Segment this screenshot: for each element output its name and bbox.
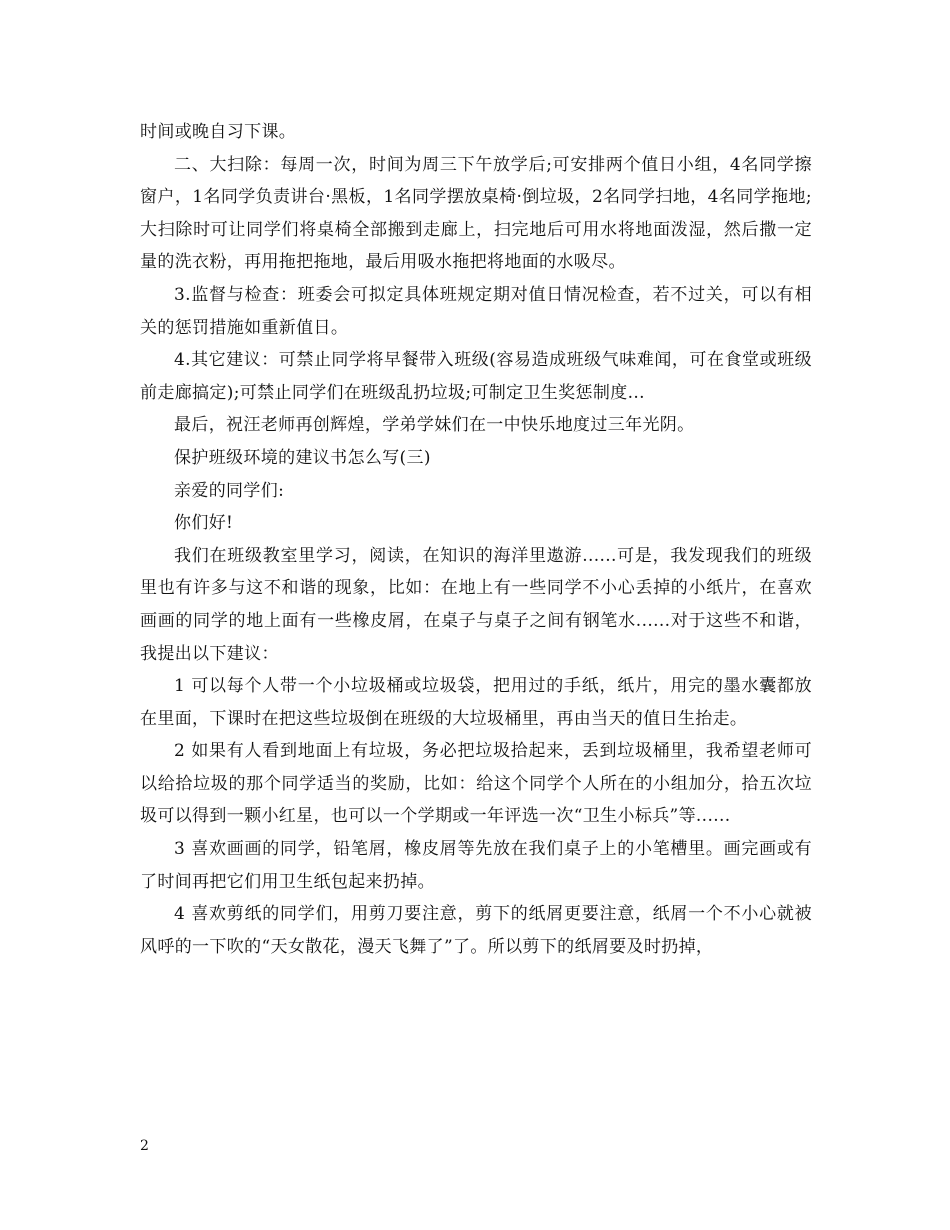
- section-heading: 保护班级环境的建议书怎么写(三): [174, 447, 431, 468]
- paragraph-other-suggestions: 4.其它建议：可禁止同学将早餐带入班级(容易造成班级气味难闻，可在食堂或班级前走廊搞定);可禁止同学们在班级乱扔垃圾;可制定卫生奖惩制度...: [140, 350, 812, 403]
- salutation: 亲爱的同学们:: [174, 480, 285, 501]
- paragraph-cleaning-plan: 二、大扫除：每周一次，时间为周三下午放学后;可安排两个值日小组，4名同学擦窗户，1名同学负责讲台·黑板，1名同学摆放桌椅·倒垃圾，2名同学扫地，4名同学拖地;大扫除时可让同学们将桌椅全部搬到走廊上，扫完地后可用水将地面泼湿，然后撒一定量的洗衣粉，再用拖把拖地，最后用吸水拖把将地面的水吸尽。: [140, 154, 812, 273]
- suggestion-item-4: 4 喜欢剪纸的同学们，用剪刀要注意，剪下的纸屑更要注意，纸屑一个不小心就被风呼的一下吹的“天女散花，漫天飞舞了”了。所以剪下的纸屑要及时扔掉，: [140, 904, 812, 957]
- page-number: 2: [140, 1138, 149, 1154]
- suggestion-item-2: 2 如果有人看到地面上有垃圾，务必把垃圾拾起来，丢到垃圾桶里，我希望老师可以给拾垃圾的那个同学适当的奖励，比如：给这个同学个人所在的小组加分，拾五次垃圾可以得到一颗小红星，也可以一个学期或一年评选一次“卫生小标兵”等......: [140, 741, 812, 827]
- greeting: 你们好!: [174, 513, 234, 534]
- paragraph-continuation: 时间或晚自习下课。: [140, 122, 297, 142]
- paragraph-closing-wish: 最后，祝汪老师再创辉煌，学弟学妹们在一中快乐地度过三年光阴。: [174, 415, 695, 436]
- paragraph-supervision: 3.监督与检查：班委会可拟定具体班规定期对值日情况检查，若不过关，可以有相关的惩罚措施如重新值日。: [140, 284, 812, 338]
- suggestion-item-3: 3 喜欢画画的同学，铅笔屑，橡皮屑等先放在我们桌子上的小笔槽里。画完画或有了时间再把它们用卫生纸包起来扔掉。: [140, 839, 812, 892]
- document-body: [140, 116, 812, 963]
- paragraph-introduction: 我们在班级教室里学习，阅读，在知识的海洋里遨游......可是，我发现我们的班级里也有许多与这不和谐的现象，比如：在地上有一些同学不小心丢掉的小纸片，在喜欢画画的同学的地上面有一些橡皮屑，在桌子与桌子之间有钢笔水......对于这些不和谐，我提出以下建议：: [140, 545, 812, 664]
- suggestion-item-1: 1 可以每个人带一个小垃圾桶或垃圾袋，把用过的手纸，纸片，用完的墨水囊都放在里面，下课时在把这些垃圾倒在班级的大垃圾桶里，再由当天的值日生抬走。: [140, 676, 812, 729]
